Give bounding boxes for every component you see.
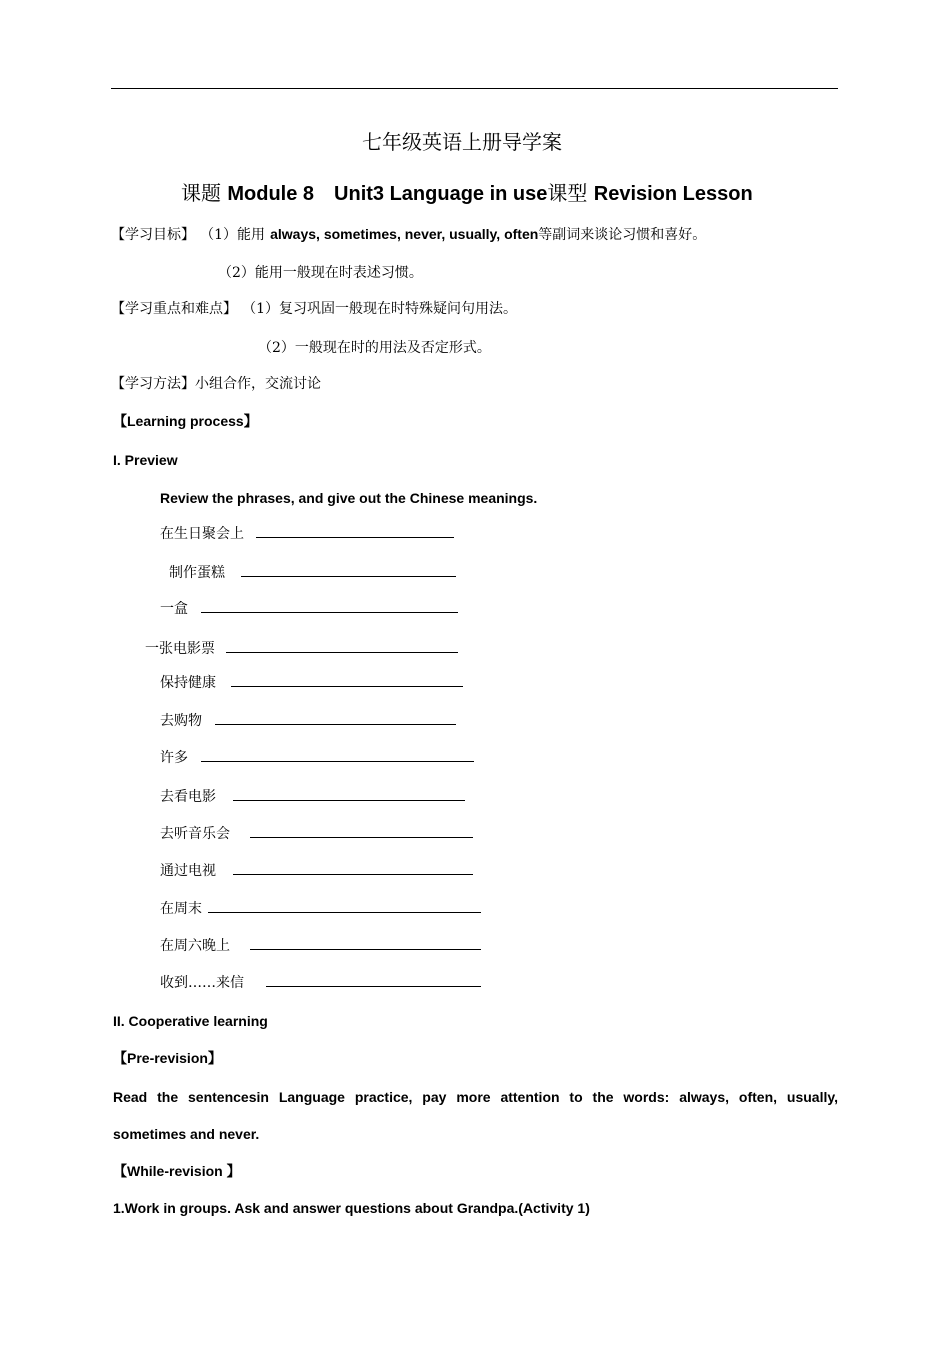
- phrase-text: 通过电视: [160, 863, 216, 879]
- phrase-text: 制作蛋糕: [169, 565, 225, 581]
- answer-blank[interactable]: [250, 836, 473, 838]
- answer-blank[interactable]: [233, 873, 473, 875]
- phrase-row: [160, 935, 481, 955]
- subtitle-type-cn: 课型: [547, 181, 588, 205]
- preview-heading: I. Preview: [113, 452, 178, 468]
- learning-process-heading: 【Learning process】: [113, 413, 258, 429]
- answer-blank[interactable]: [250, 948, 481, 950]
- keypoint-2-num: （2）: [258, 340, 295, 356]
- pre-revision-line-1: Read the sentencesin Language practice, pay more attention to the words: always, often, usually,: [113, 1089, 838, 1105]
- phrase-row: [160, 710, 456, 730]
- objective-1-num: （1）: [200, 227, 238, 243]
- objective-1-words: always, sometimes, never, usually, often: [270, 226, 539, 242]
- while-revision-heading: 【While-revision 】: [113, 1163, 241, 1179]
- subtitle-prefix: 课题: [181, 181, 221, 205]
- phrase-row: [160, 598, 458, 618]
- objectives-line-1: [111, 224, 706, 244]
- cooperative-heading: II. Cooperative learning: [113, 1013, 268, 1029]
- method-text: 小组合作，交流讨论: [195, 376, 321, 392]
- phrase-text: 一张电影票: [145, 641, 215, 657]
- objectives-line-2: [218, 262, 423, 282]
- phrase-text: 去看电影: [160, 789, 216, 805]
- pre-revision-heading: 【Pre-revision】: [113, 1050, 222, 1066]
- phrase-row: [160, 523, 454, 543]
- answer-blank[interactable]: [201, 611, 458, 613]
- method-label: 【学习方法】: [111, 376, 195, 392]
- phrase-row: [160, 672, 463, 692]
- phrase-row: [160, 823, 473, 843]
- phrase-text: 去听音乐会: [160, 826, 230, 842]
- objective-1-text-2: 等副词来谈论习惯和喜好。: [538, 227, 707, 243]
- keypoints-label: 【学习重点和难点】: [111, 301, 237, 317]
- answer-blank[interactable]: [208, 911, 481, 913]
- phrase-text: 在周六晚上: [160, 938, 230, 954]
- phrase-text: 收到……来信: [160, 975, 244, 991]
- keypoint-1-text: 复习巩固一般现在时特殊疑问句用法。: [279, 301, 518, 317]
- phrase-text: 许多: [160, 750, 188, 766]
- keypoint-2-text: 一般现在时的用法及否定形式。: [294, 340, 491, 356]
- page-title: 七年级英语上册导学案: [362, 130, 562, 154]
- answer-blank[interactable]: [256, 536, 454, 538]
- pre-revision-line-2: sometimes and never.: [113, 1126, 260, 1142]
- phrase-text: 去购物: [160, 713, 202, 729]
- keypoints-line-1: [111, 298, 517, 318]
- phrase-row: [169, 562, 456, 582]
- answer-blank[interactable]: [201, 760, 474, 762]
- answer-blank[interactable]: [241, 575, 456, 577]
- phrase-row: [160, 747, 474, 767]
- objective-2-num: （2）: [218, 265, 255, 281]
- answer-blank[interactable]: [266, 985, 481, 987]
- objective-1-text: 能用: [237, 227, 266, 243]
- answer-blank[interactable]: [226, 651, 458, 653]
- phrase-row: [160, 860, 473, 880]
- phrase-text: 在生日聚会上: [160, 526, 244, 542]
- header-rule: [111, 88, 838, 89]
- answer-blank[interactable]: [215, 723, 456, 725]
- preview-instruction: Review the phrases, and give out the Chinese meanings.: [160, 490, 538, 506]
- subtitle-type-en: Revision Lesson: [593, 183, 753, 205]
- phrase-text: 一盒: [160, 601, 188, 617]
- lesson-subtitle: [181, 177, 753, 206]
- method-line: [111, 373, 321, 393]
- objective-2-text: 能用一般现在时表述习惯。: [254, 265, 423, 281]
- keypoints-line-2: [258, 337, 491, 357]
- phrase-text: 在周末: [160, 901, 202, 917]
- objectives-label: 【学习目标】: [111, 227, 195, 243]
- task-1: 1.Work in groups. Ask and answer questions about Grandpa.(Activity 1): [113, 1200, 590, 1216]
- keypoint-1-num: （1）: [242, 301, 280, 317]
- phrase-row: [160, 898, 481, 918]
- subtitle-module: Module 8 Unit3 Language in use: [227, 183, 548, 205]
- phrase-text: 保持健康: [160, 675, 216, 691]
- answer-blank[interactable]: [231, 685, 463, 687]
- phrase-row: [160, 786, 465, 806]
- answer-blank[interactable]: [233, 799, 465, 801]
- phrase-row: [160, 972, 481, 992]
- phrase-row: [145, 638, 458, 658]
